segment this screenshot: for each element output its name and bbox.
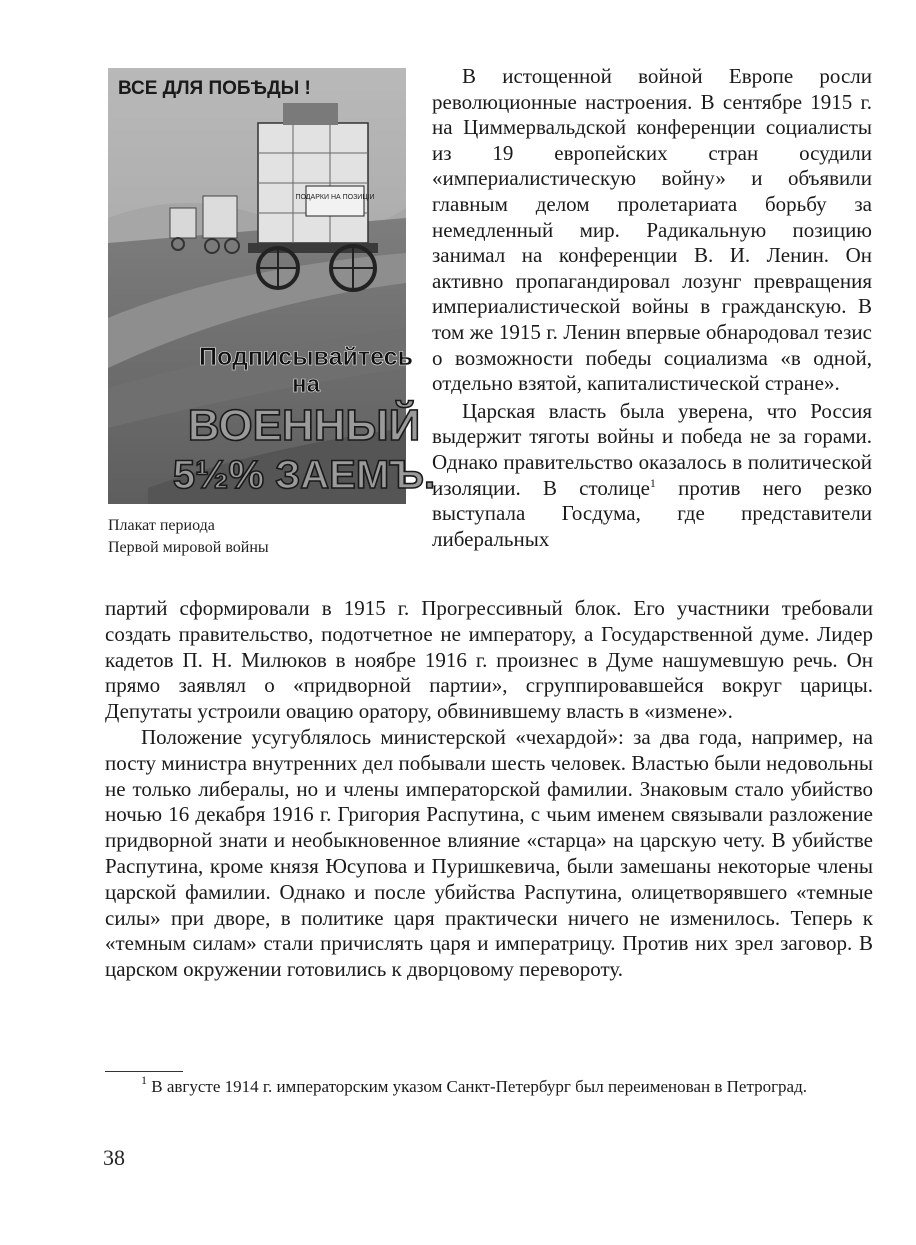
paragraph-ministerial-leapfrog: Положение усугублялось министерской «чехардой»: за два года, например, на посту министра внутренних дел побывали шесть человек. Властью были недовольны не только либералы, но и члены императорской фамилии. Знаковым стало убийство ночью 16 декабря 1916 г. Григория Распутина, с чьим именем связывали разложение придворной знати и необыкновенное влияние «старца» на царскую чету. В убийстве Распутина, кроме князя Юсупова и Пуришкевича, были замешаны некоторые члены царской фамилии. Однако и после убийства Распутина, олицетворявшего «темные силы» при дворе, в политике царя практически ничего не изменилось. Теперь к «темным силам» стали причислять царя и императрицу. Против них зрел заговор. В царском окружении готовились к дворцовому перевороту. — [105, 724, 873, 982]
paragraph-revolutionary-moods: В истощенной войной Европе росли революционные настроения. В сентябре 1915 г. на Циммервальдской конференции социалисты из 19 европейских стран осудили «империалистическую войну» и объявили главным делом пролетариата борьбу за немедленный мир. Радикальную позицию занимал на конференции В. И. Ленин. Он активно пропагандировал лозунг превращения империалистической войны в гражданскую. В том же 1915 г. Ленин впервые обнародовал тезис о возможности победы социализма «в одной, отдельно взятой, капиталистической стране». — [432, 64, 872, 396]
poster-top-slogan: ВСЕ ДЛЯ ПОБѢДЫ ! — [118, 78, 311, 99]
caption-line-2: Первой мировой войны — [108, 539, 269, 556]
paragraph-tsarist-power-text: Царская власть была уверена, что Россия выдержит тяготы войны и победа не за горами. Однако правительство оказалось в политической изоляции. В столице — [432, 398, 872, 500]
footnote-text: В августе 1914 г. императорским указом Санкт-Петербург был переименован в Петроград. — [147, 1077, 807, 1096]
poster-cart-sign: ПОДАРКИ НА ПОЗИЦІИ — [295, 194, 375, 201]
paragraph-progressive-bloc: партий сформировали в 1915 г. Прогрессивный блок. Его участники требовали создать правительство, подотчетное не императору, а Государственной думе. Лидер кадетов П. Н. Милюков в ноябре 1916 г. произнес в Думе нашумевшую речь. Он прямо заявлял о «придворной партии», сгруппировавшейся вокруг царицы. Депутаты устроили овацию оратору, обвинившему власть в «измене». — [105, 596, 873, 724]
poster-loan-text: 5½% ЗАЕМЪ. — [172, 453, 436, 497]
poster-military-text: ВОЕННЫЙ — [187, 401, 421, 450]
ww1-loan-poster — [108, 68, 436, 504]
footnote-divider — [105, 1071, 183, 1072]
poster-subscribe-text: Подписывайтесь — [199, 343, 413, 371]
caption-line-1: Плакат периода — [108, 517, 215, 534]
poster-caption — [108, 515, 408, 559]
poster-on-text: на — [292, 371, 320, 398]
full-width-text — [105, 596, 873, 983]
column-text — [432, 64, 872, 552]
footnote — [105, 1073, 873, 1098]
footnote-marker: 1 — [649, 475, 656, 490]
page-number: 38 — [103, 1145, 125, 1170]
paragraph-tsarist-power — [432, 399, 872, 553]
poster-illustration — [108, 68, 436, 504]
paragraph-tsarist-power-cont: против него резко выступала Госдума, где представители либеральных — [432, 475, 873, 551]
footnote-number: 1 — [141, 1073, 147, 1087]
